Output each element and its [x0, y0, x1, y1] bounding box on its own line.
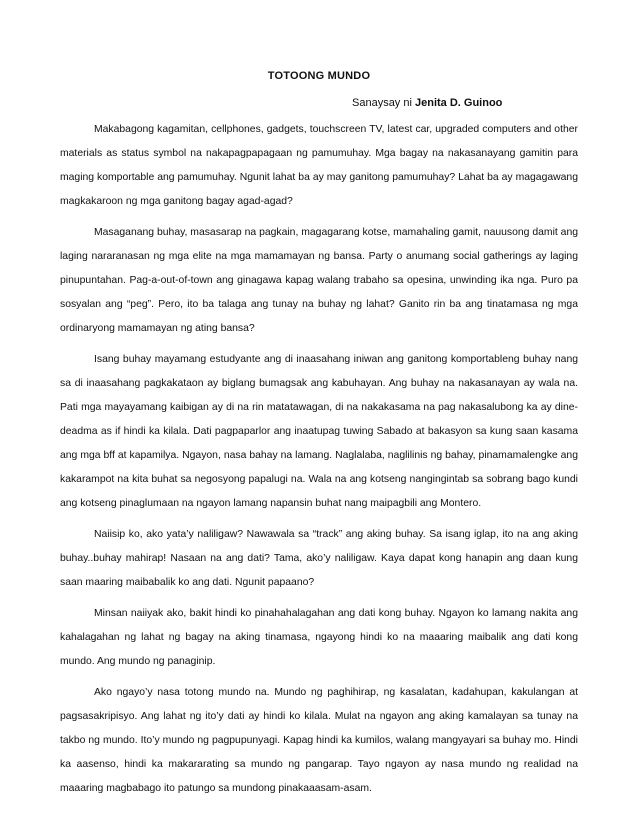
essay-byline [352, 97, 502, 109]
paragraph: Ako ngayo’y nasa totong mundo na. Mundo ng paghihirap, ng kasalatan, kadahupan, kakulangan at pagsasakripisyo. Ang lahat ng ito’y dati ay hindi ko kilala. Mulat na ngayon ang aking kamalayan sa tunay na takbo ng mundo. Ito’y mundo ng pagpupunyagi. Kapag hindi ka kumilos, walang mangyayari sa buhay mo. Hindi ka aasenso, hindi ka makararating sa mundo ng pangarap. Tayo ngayon ay nasa mundo ng realidad na maaaring magbabago ito patungo sa mundong pinakaaasam-asam. [60, 687, 578, 794]
essay-body [60, 118, 578, 808]
essay-title: TOTOONG MUNDO [267, 70, 371, 82]
paragraph: Isang buhay mayamang estudyante ang di inaasahang iniwan ang ganitong komportableng buhay nang sa di inaasahang pagkakataon ay biglang bumagsak ang kabuhayan. Ang buhay na nakasanayan ay wala na. Pati mga mayayamang kaibigan ay di na rin matatawagan, di na nakakasama na pag nakasalubong ka ay dine-deadma as if hindi ka kilala. Dati pagpaparlor ang inaatupag tuwing Sabado at bakasyon sa kung saan kasama ang mga bff at kapamilya. Ngayon, nasa bahay na lamang. Naglalaba, naglilinis ng bahay, pinamamalengke ang kakarampot na kita buhat sa negosyong papalugi na. Wala na ang kotseng nangingintab sa sobrang bago kundi ang kotseng pinaglumaan na ngayon lamang napansin buhat nang maipagbili ang Montero. [60, 354, 578, 509]
paragraph: Masaganang buhay, masasarap na pagkain, magagarang kotse, mamahaling gamit, nauusong damit ang laging nararanasan ng mga elite na mga mamamayan ng bansa. Party o anumang social gatherings ay laging pinupuntahan. Pag-a-out-of-town ang ginagawa kapag walang trabaho sa opesina, unwinding ika nga. Puro pa sosyalan ang “peg”. Pero, ito ba talaga ang tunay na buhay ng lahat? Ganito rin ba ang tinatamasa ng mga ordinaryong mamamayan ng ating bansa? [60, 227, 578, 334]
byline-prefix: Sanaysay ni [352, 97, 412, 109]
paragraph: Naiisip ko, ako yata’y naliligaw? Nawawala sa “track” ang aking buhay. Sa isang iglap, ito na ang aking buhay..buhay mahirap! Nasaan na ang dati? Tama, ako’y naliligaw. Kaya dapat kong hanapin ang daan kung saan maaring maibabalik ko ang dati. Ngunit papaano? [60, 529, 578, 588]
paragraph: Minsan naiiyak ako, bakit hindi ko pinahahalagahan ang dati kong buhay. Ngayon ko lamang nakita ang kahalagahan ng lahat ng bagay na aking tinamasa, ngayong hindi ko na maaaring maibalik ang dati kong mundo. Ang mundo ng panaginip. [60, 608, 578, 667]
paragraph: Makabagong kagamitan, cellphones, gadgets, touchscreen TV, latest car, upgraded computers and other materials as status symbol na nakapagpapagaan ng pamumuhay. Mga bagay na nakasanayang gamitin para maging komportable ang pamumuhay. Ngunit lahat ba ay may ganitong pamumuhay? Lahat ba ay magagawang magkakaroon ng mga ganitong bagay agad-agad? [60, 124, 578, 207]
author-name: Jenita D. Guinoo [415, 97, 503, 109]
